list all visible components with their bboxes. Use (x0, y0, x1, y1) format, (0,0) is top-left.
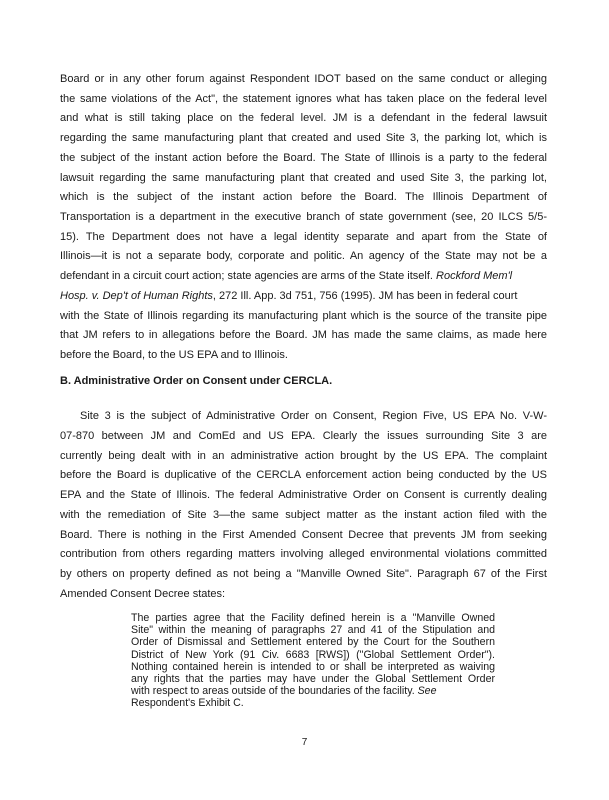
block-quote-line: Nothing contained herein is intended to or shall be interpreted as waiving (131, 661, 495, 673)
block-quote-line: Respondent's Exhibit C. (131, 697, 244, 709)
body-text-line: contribution from others regarding matters involving alleged environmental violations committed (60, 548, 547, 560)
body-text-line: regarding the same manufacturing plant that created and used Site 3, the parking lot, which is (60, 132, 547, 144)
body-text-line: by others on property defined as not being a "Manville Owned Site". Paragraph 67 of the First (60, 568, 547, 580)
body-text: defendant in a circuit court action; state agencies are arms of the State itself. (60, 270, 433, 282)
body-text-line: Site 3 is the subject of Administrative Order on Consent, Region Five, US EPA No. V-W- (80, 410, 547, 422)
body-text-line: which is the subject of the instant action before the Board. The Illinois Department of (60, 191, 547, 203)
body-text-line: Transportation is a department in the executive branch of state government (see, 20 ILCS 5/5- (60, 211, 547, 223)
block-quote-signal: See (417, 685, 437, 697)
body-text-line: the same violations of the Act", the statement ignores what has taken place on the federal level (60, 93, 547, 105)
block-quote-line: any rights that the parties may have under the Global Settlement Order (131, 673, 495, 685)
body-text-line: before the Board is duplicative of the CERCLA enforcement action being conducted by the US (60, 469, 547, 481)
block-quote-line: The parties agree that the Facility defined herein is a "Manville Owned (131, 612, 495, 624)
body-text: , 272 Ill. App. 3d 751, 756 (1995). JM has been in federal court (212, 290, 518, 302)
case-citation: Hosp. v. Dep't of Human Rights (60, 290, 213, 302)
body-text-line: lawsuit regarding the same manufacturing plant that created and used Site 3, the parking lot, (60, 172, 547, 184)
block-quote-line (131, 685, 495, 697)
body-text-line (60, 270, 512, 283)
body-text-line: Board. There is nothing in the First Amended Consent Decree that prevents JM from seeking (60, 529, 547, 541)
body-text-line: with the remediation of Site 3—the same subject matter as the instant action filed with the (60, 509, 547, 521)
block-quote-line: Site" within the meaning of paragraphs 27 and 41 of the Stipulation and (131, 624, 495, 636)
body-text-line: EPA and the State of Illinois. The federal Administrative Order on Consent is currently dealing (60, 489, 547, 501)
body-text-line: 07-870 between JM and ComEd and US EPA. Clearly the issues surrounding Site 3 are (60, 430, 547, 442)
body-text-line: Amended Consent Decree states: (60, 588, 226, 600)
body-text-line: the subject of the instant action before the Board. The State of Illinois is a party to the federal (60, 152, 547, 164)
block-quote-line: District of New York (91 Civ. 6683 [RWS]) ("Global Settlement Order"). (131, 649, 495, 661)
block-quote-text: with respect to areas outside of the boundaries of the facility. (131, 685, 415, 697)
page-number: 7 (301, 737, 308, 748)
body-text-line: and what is still taking place on the federal level. JM is a defendant in the federal lawsuit (60, 112, 547, 124)
block-quote-line: Order of Dismissal and Settlement entered by the Court for the Southern (131, 636, 495, 648)
section-heading: B. Administrative Order on Consent under CERCLA. (60, 375, 333, 387)
body-text-line (60, 290, 517, 303)
body-text-line: with the State of Illinois regarding its manufacturing plant which is the source of the transite pipe (60, 310, 547, 322)
case-citation: Rockford Mem'l (436, 270, 513, 282)
body-text-line: 15). The Department does not have a legal identity separate and apart from the State of (60, 231, 547, 243)
body-text-line: that JM refers to in allegations before the Board. JM has made the same claims, as made here (60, 329, 547, 341)
body-text-line: before the Board, to the US EPA and to Illinois. (60, 349, 288, 361)
body-text-line: Illinois—it is not a separate body, corporate and politic. An agency of the State may not be a (60, 250, 547, 262)
body-text-line: currently being dealt with in an administrative action brought by the US EPA. The complaint (60, 450, 547, 462)
body-text-line: Board or in any other forum against Respondent IDOT based on the same conduct or alleging (60, 73, 547, 85)
